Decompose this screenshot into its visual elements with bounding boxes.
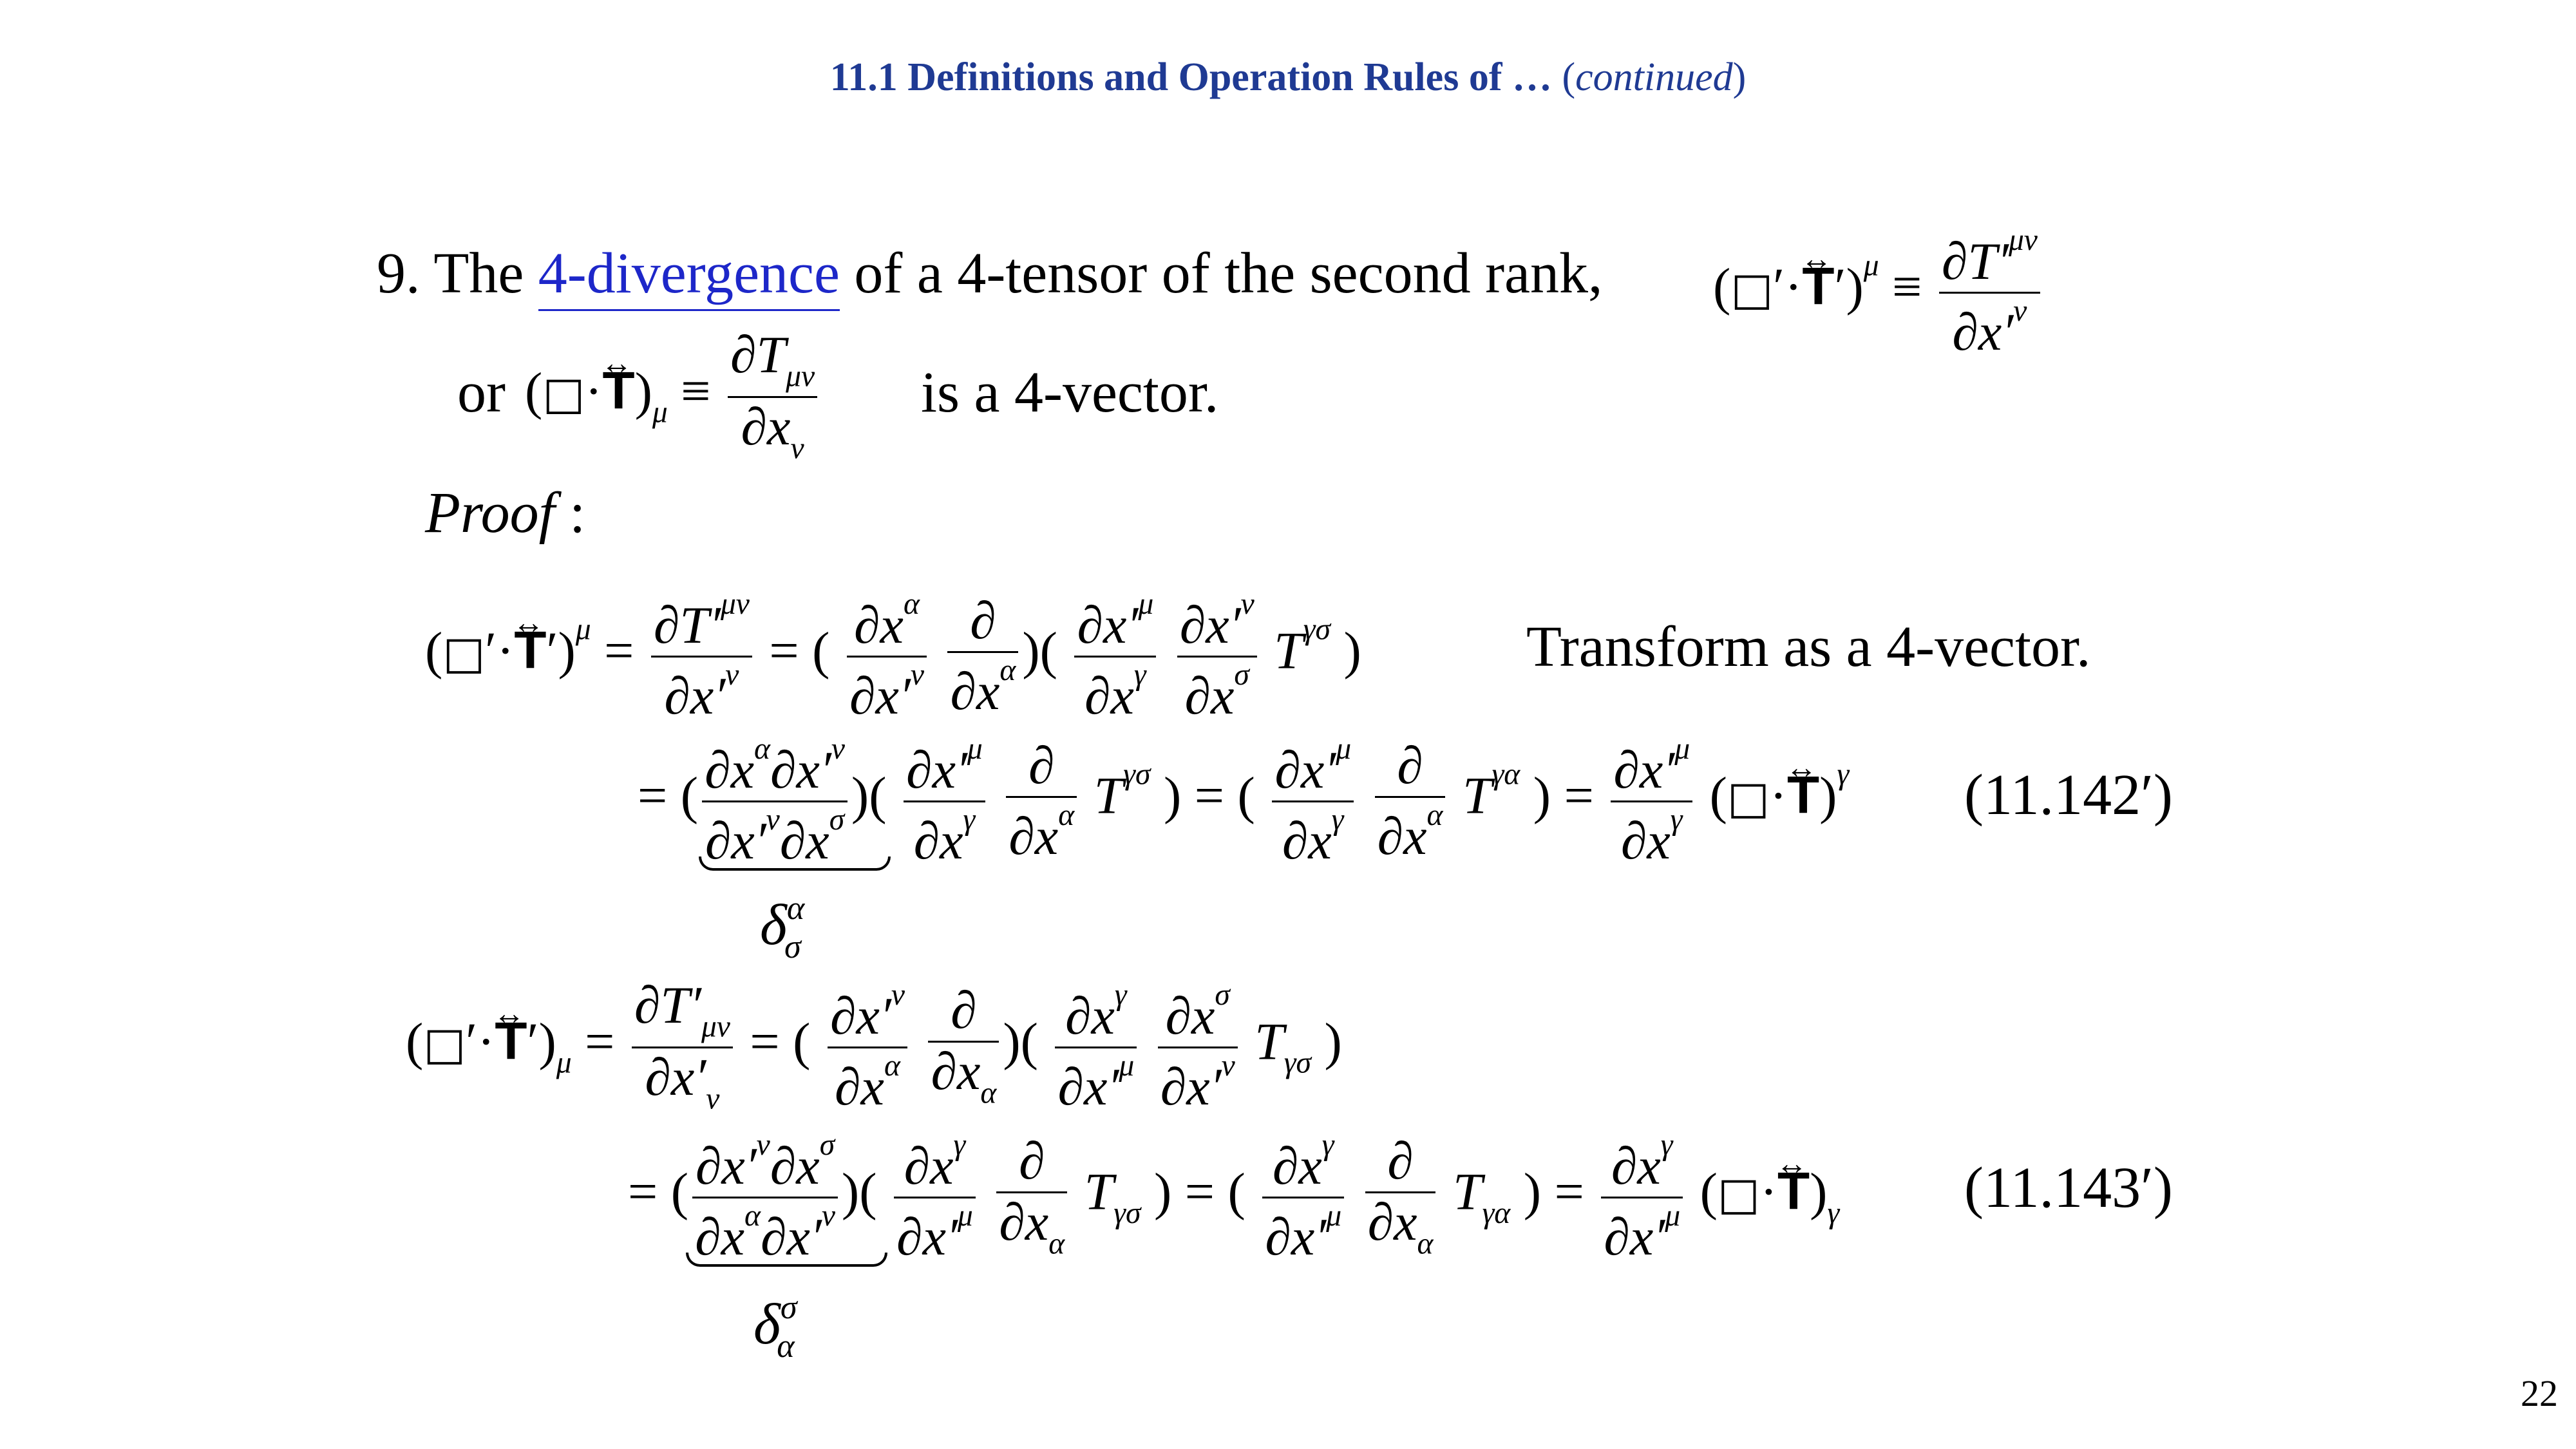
item9-tail: is a 4-vector.: [921, 361, 1219, 424]
item9-lead: 9. The: [377, 242, 524, 305]
underbrace-2: [686, 1253, 887, 1267]
4-divergence-link[interactable]: 4-divergence: [538, 242, 840, 311]
transform-note: Transform as a 4-vector.: [1526, 615, 2091, 679]
proof-covariant-line2: = ( $\frac{\partial x'^\nu\partial x^\sigma}{\partial x^\alpha\partial x'^\nu}$ )( $\frac{\partial x^\gamma}{\partial x'^\mu}$ $\frac{\partial}{\partial x_\alpha}$ $T_{\gamma\sigma}$ ) = ( $\frac{\partial x^\gamma}{\partial x'^\mu}$ $\frac{\partial}{\partial x_\alpha}$ $T_{\gamma\alpha}$ ) = $\frac{\partial x^\gamma}{\partial x'^\mu}$ (□·↔ $T)_\gamma$: [628, 1130, 1839, 1264]
proof-label: [425, 480, 585, 546]
slide-title: [0, 55, 2576, 100]
proof-contravariant-line2: = ( $\frac{\partial x^\alpha\partial x'^\nu}{\partial x'^\nu\partial x^\sigma}$ )( $\frac{\partial x'^\mu}{\partial x^\gamma}$ $\frac{\partial}{\partial x^\alpha}$ $T^{\gamma\sigma}$ ) = ( $\frac{\partial x'^\mu}{\partial x^\gamma}$ $\frac{\partial}{\partial x^\alpha}$ $T^{\gamma\alpha}$ ) = $\frac{\partial x'^\mu}{\partial x^\gamma}$ (□·↔ T)$^\gamma$: [638, 734, 1849, 867]
equation-label-143: (11.143′): [1964, 1156, 2173, 1220]
continued-text: continued: [1575, 55, 1733, 99]
kronecker-delta-1: $\delta^\alpha_\sigma$: [760, 889, 805, 966]
equation-label-142: (11.142′): [1964, 763, 2173, 827]
page-number: 22: [2521, 1372, 2558, 1414]
kronecker-delta-2: $\delta^\sigma_\alpha$: [753, 1289, 797, 1365]
proof-covariant-line1: (□′·↔ $T')_\mu$ = $\frac{\partial T'_{\mu\nu}}{\partial x'_\nu}$ = ( $\frac{\partial x'^\nu}{\partial x^\alpha}$ $\frac{\partial}{\partial x_\alpha}$ )( $\frac{\partial x^\gamma}{\partial x'^\mu}$ $\frac{\partial x^\sigma}{\partial x'^\nu}$ $T_{\gamma\sigma}$ ): [406, 979, 1342, 1115]
item9-line1: [377, 242, 1603, 305]
def-divergence-contravariant: (□′·↔ T′)$^\mu$ ≡ $\frac{\partial T'^{\mu\nu}}{\partial x'^\nu}$: [1713, 225, 2044, 359]
proof-colon: :: [569, 481, 586, 545]
slide-title-text: 11.1 Definitions and Operation Rules of …: [829, 55, 1552, 99]
item9-rest: of a 4-tensor of the second rank,: [854, 242, 1603, 305]
slide-title-continued: (continued): [1562, 55, 1747, 99]
def-divergence-covariant: (□·↔ $T)_\mu$ ≡ $\frac{\partial T_{\mu\nu}}{\partial x_\nu}$: [525, 328, 821, 464]
proof-contravariant-line1: (□′·↔ T′)$^\mu$ = $\frac{\partial T'^{\mu\nu}}{\partial x'^\nu}$ = ( $\frac{\partial x^\alpha}{\partial x'^\nu}$ $\frac{\partial}{\partial x^\alpha}$ )( $\frac{\partial x'^\mu}{\partial x^\gamma}$ $\frac{\partial x'^\nu}{\partial x^\sigma}$ $T^{\gamma\sigma}$ ): [425, 589, 1361, 723]
proof-word: Proof: [425, 481, 555, 545]
item9-or: or: [457, 361, 506, 424]
underbrace-1: [699, 857, 891, 871]
